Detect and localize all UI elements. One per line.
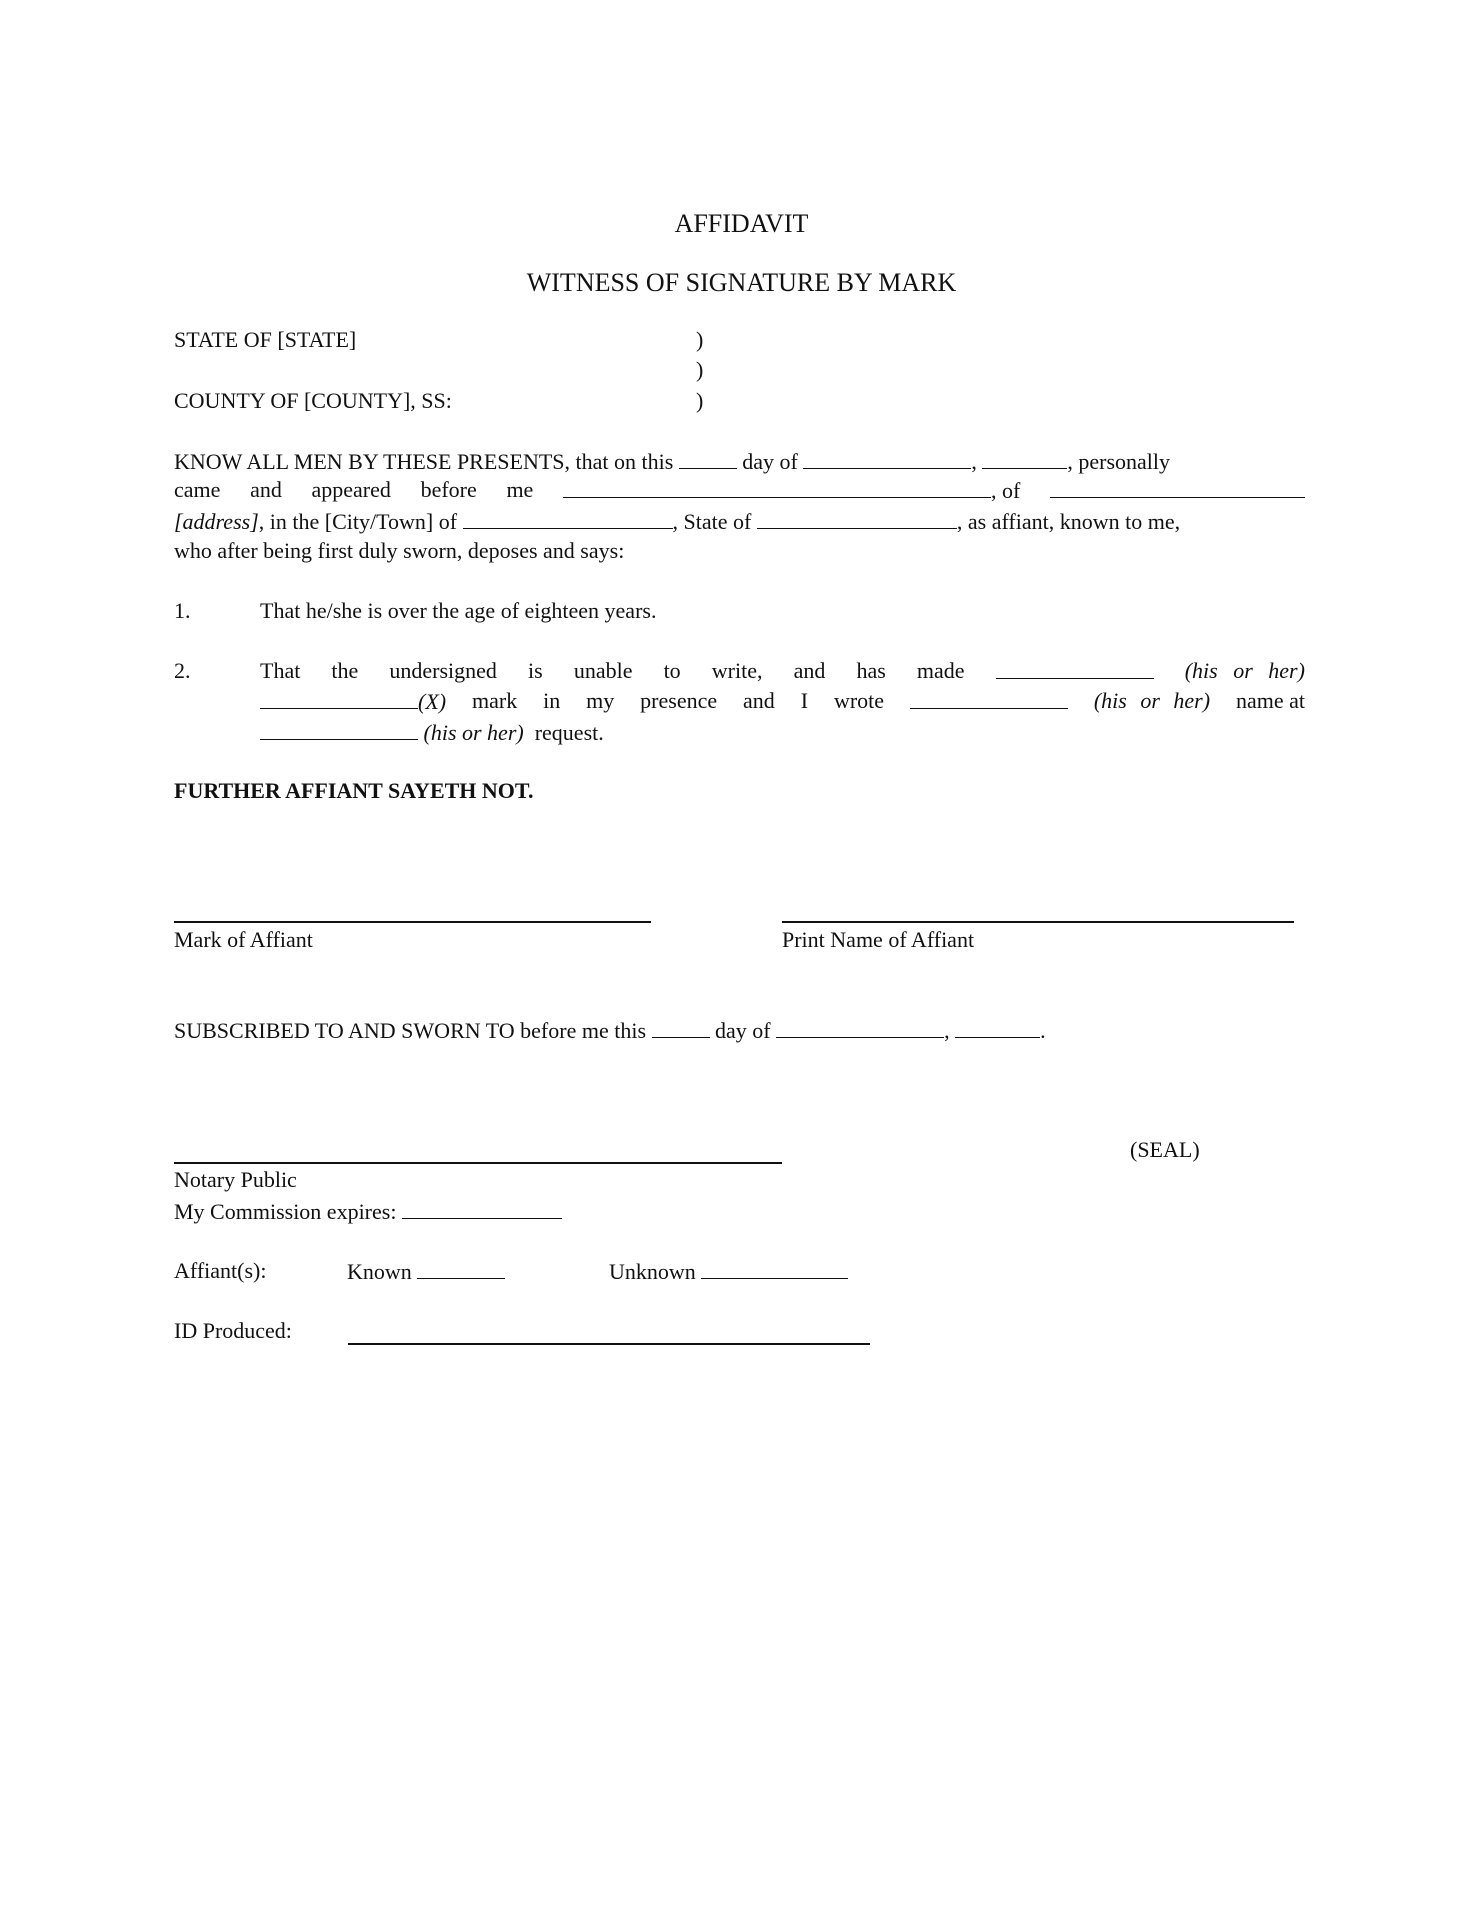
item-2-line-1: That the undersigned is unable to write, and has made (his or her)	[260, 658, 1305, 683]
venue-state: STATE OF [STATE]	[174, 327, 357, 352]
mark-label: Mark of Affiant	[174, 927, 313, 952]
document-subtitle: WITNESS OF SIGNATURE BY MARK	[526, 268, 957, 297]
unknown-field: Unknown	[609, 1256, 848, 1287]
print-name-label: Print Name of Affiant	[782, 927, 975, 952]
year-blank[interactable]	[955, 1015, 1040, 1038]
item-2-line-3: (his or her) request.	[260, 717, 604, 748]
year-blank[interactable]	[982, 446, 1067, 469]
venue-paren: )	[696, 327, 704, 352]
mark-signature-line[interactable]	[174, 921, 651, 923]
pronoun-blank[interactable]	[910, 686, 1068, 709]
commission-blank[interactable]	[402, 1196, 562, 1219]
affiant-address-blank[interactable]	[1050, 475, 1305, 498]
day-blank[interactable]	[652, 1015, 710, 1038]
commission-line: My Commission expires:	[174, 1196, 562, 1227]
venue-county: COUNTY OF [COUNTY], SS:	[174, 388, 452, 413]
pronoun-blank[interactable]	[996, 656, 1154, 679]
unknown-blank[interactable]	[701, 1256, 848, 1279]
print-name-line[interactable]	[782, 921, 1294, 923]
intro-line-1: KNOW ALL MEN BY THESE PRESENTS, that on this day of , , personally	[174, 446, 1305, 477]
intro-line-2: came and appeared before me , of	[174, 475, 1305, 506]
document-title: AFFIDAVIT	[674, 209, 809, 238]
notary-public-label: Notary Public	[174, 1167, 297, 1192]
affiants-label: Affiant(s):	[174, 1258, 267, 1283]
city-blank[interactable]	[463, 506, 673, 529]
id-produced-label: ID Produced:	[174, 1318, 292, 1343]
seal-label: (SEAL)	[1130, 1137, 1200, 1162]
item-2-line-2: (X) mark in my presence and I wrote (his or her) name at	[260, 686, 1305, 717]
id-produced-line[interactable]	[348, 1343, 870, 1345]
known-field: Known	[347, 1256, 505, 1287]
venue-paren: )	[696, 357, 704, 382]
subscribed-line: SUBSCRIBED TO AND SWORN TO before me this day of , .	[174, 1015, 1046, 1046]
further-affiant: FURTHER AFFIANT SAYETH NOT.	[174, 778, 534, 803]
month-blank[interactable]	[776, 1015, 944, 1038]
mark-blank[interactable]	[260, 686, 418, 709]
pronoun-blank[interactable]	[260, 717, 418, 740]
item-text: That he/she is over the age of eighteen years.	[260, 598, 657, 623]
affiant-name-blank[interactable]	[563, 475, 991, 498]
venue-paren: )	[696, 388, 704, 413]
intro-line-3: [address], in the [City/Town] of , State of , as affiant, known to me,	[174, 506, 1305, 537]
month-blank[interactable]	[803, 446, 971, 469]
known-blank[interactable]	[417, 1256, 505, 1279]
intro-line-4: who after being first duly sworn, deposes and says:	[174, 538, 625, 563]
notary-signature-line[interactable]	[174, 1162, 782, 1164]
state-blank[interactable]	[757, 506, 957, 529]
day-blank[interactable]	[679, 446, 737, 469]
item-number: 1.	[174, 598, 191, 623]
item-number: 2.	[174, 658, 191, 683]
